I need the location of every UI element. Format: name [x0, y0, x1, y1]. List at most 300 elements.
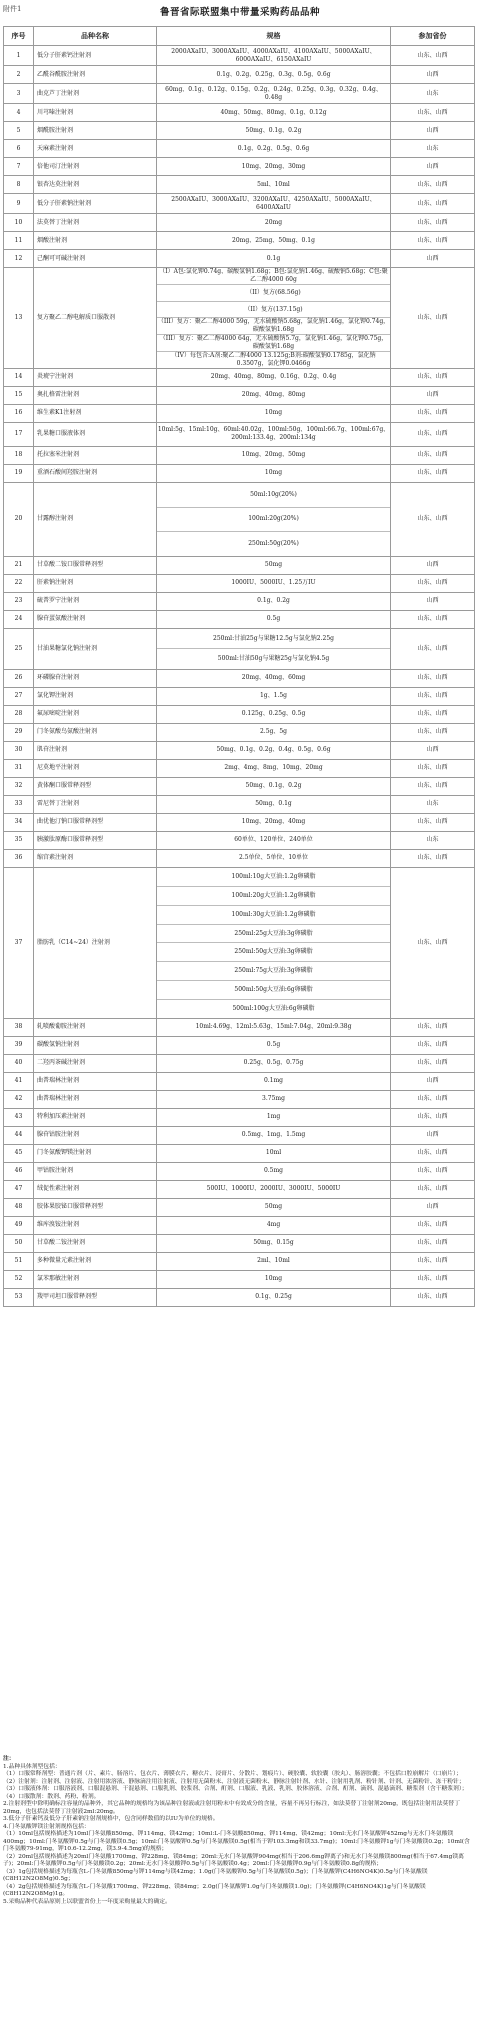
province: 山西: [391, 122, 475, 140]
table-row: [4, 104, 475, 122]
header-row: [0, 0, 480, 26]
drug-spec: [157, 687, 391, 705]
row-number: 46: [4, 1162, 34, 1180]
row-number: 15: [4, 386, 34, 404]
row-number: 41: [4, 1072, 34, 1090]
table-row: [4, 592, 475, 610]
table-row: [4, 386, 475, 404]
table-row: [4, 1054, 475, 1072]
province: 山东、山西: [391, 1252, 475, 1270]
drug-spec: [157, 158, 391, 176]
drug-name: 倍他司汀注射剂: [34, 158, 157, 176]
drug-spec: [157, 268, 391, 369]
note-line: （3）1g包括规格描述为每瓶含L-门冬氨酸850mg与钾114mg与镁42mg；1.0g(门冬氨酸钾0.5g与门冬氨酸镁0.5g)；门冬氨酸钾(C4H6NO4K)0.5g与门冬氨酸镁(C8H12N2O8Mg)0.5g；: [3, 1868, 428, 1882]
row-number: 21: [4, 556, 34, 574]
drug-spec: [157, 1018, 391, 1036]
drug-spec: [157, 1234, 391, 1252]
row-number: 45: [4, 1144, 34, 1162]
drug-spec: [157, 592, 391, 610]
province: 山东、山西: [391, 1090, 475, 1108]
note-line: （4）口服散剂：散剂、药粉、粉剂。: [3, 1793, 100, 1800]
drug-spec: [157, 795, 391, 813]
drug-spec: [157, 446, 391, 464]
row-number: 27: [4, 687, 34, 705]
spec-line: （III）复方：聚乙二醇4000 64g，无水硫酸钠5.7g，氯化钠1.46g，氯化钾0.75g，碳酸氢钠1.68g: [157, 334, 390, 351]
table-row: [4, 464, 475, 482]
drug-name: 肝素钠注射剂: [34, 574, 157, 592]
province: 山东、山西: [391, 628, 475, 669]
note-line: 4.门冬氨酸钾镁注射剂规格包括：: [3, 1823, 90, 1830]
province: 山西: [391, 158, 475, 176]
drug-name: 绒促性素注射剂: [34, 1180, 157, 1198]
drug-name: 脂肪乳（C14~24）注射剂: [34, 867, 157, 1018]
spec-line: 500ml:50g大豆油:6g卵磷脂: [157, 980, 390, 999]
drug-spec: [157, 1108, 391, 1126]
drug-spec: [157, 104, 391, 122]
province: 山东: [391, 831, 475, 849]
row-number: 44: [4, 1126, 34, 1144]
table-row: [4, 610, 475, 628]
table-row: [4, 122, 475, 140]
spec-line: 2.5g、5g: [259, 728, 288, 736]
province: 山东、山西: [391, 723, 475, 741]
drug-name: 曲优他汀钠口服常释剂型: [34, 813, 157, 831]
row-number: 30: [4, 741, 34, 759]
table-row: [4, 705, 475, 723]
province: 山东: [391, 84, 475, 104]
drug-spec: [157, 1072, 391, 1090]
spec-line: 10ml:5g、15ml:10g、60ml:40.02g、100ml:50g、100ml:66.7g、100ml:67g、200ml:133.4g、200ml:134g: [157, 426, 390, 442]
drug-name: 维库溴铵注射剂: [34, 1216, 157, 1234]
note-line: （4）2g包括规格描述为每瓶含L-门冬氨酸1700mg、钾228mg、镁84mg；2.0g(门冬氨酸钾1.0g与门冬氨酸镁1.0g)；门冬氨酸钾(C4H6NO4K)1g与门冬氨酸镁(C8H12N2O8Mg)1g。: [3, 1883, 426, 1897]
table-row: [4, 1036, 475, 1054]
row-number: 52: [4, 1270, 34, 1288]
drug-spec: [157, 777, 391, 795]
table-row: [4, 1270, 475, 1288]
drug-spec: [157, 214, 391, 232]
row-number: 29: [4, 723, 34, 741]
spec-line: 10mg、20mg、30mg: [241, 162, 306, 170]
table-row: [4, 404, 475, 422]
spec-line: 10mg、20mg、50mg: [241, 451, 306, 459]
province: 山东、山西: [391, 268, 475, 369]
row-number: 28: [4, 705, 34, 723]
spec-line: 250ml:25g大豆油:3g卵磷脂: [157, 924, 390, 943]
drug-name: 乳果糖口服液体剂: [34, 422, 157, 446]
drug-name: 曲克芦丁注射剂: [34, 84, 157, 104]
province: 山东、山西: [391, 1270, 475, 1288]
province: 山东、山西: [391, 104, 475, 122]
spec-line: 2.5单位、5单位、10单位: [239, 854, 308, 862]
drug-spec: [157, 1090, 391, 1108]
province: 山西: [391, 386, 475, 404]
spec-line: 500ml:100g大豆油:6g卵磷脂: [157, 999, 390, 1018]
table-row: [4, 723, 475, 741]
province: 山东、山西: [391, 404, 475, 422]
note-line: （2）注射剂：注射剂、注射液、注射用浓溶液、静脉滴注用注射液、注射用无菌粉末、注射液无菌粉末、静脉注射针剂、水针、注射用乳剂、粉针剂、针剂、无菌粉针、冻干粉针；: [3, 1778, 465, 1785]
spec-line: 50mg: [264, 561, 283, 569]
note-line: （2）20ml包括规格描述为20ml门冬氨酸1700mg、钾228mg、镁84mg；20ml:无水门冬氨酸钾904mg(相当于206.6mg钾离子)和无水门冬氨酸镁800mg(相当于67.4mg镁离子)；20ml:门冬氨酸钾0.5g与门冬氨酸镁0.2g；20ml:无水门冬氨酸钾0.5g与门冬氨酸镁0.4g；20ml:门冬氨酸钾0.9g与门冬氨酸镁0.8g的规格；: [3, 1853, 464, 1867]
table-row: [4, 66, 475, 84]
row-number: 2: [4, 66, 34, 84]
spec-line: 50mg、0.1g、0.2g: [245, 782, 302, 790]
province: 山东、山西: [391, 214, 475, 232]
spec-line: （II）复方(68.56g): [157, 284, 390, 301]
table-row: [4, 1180, 475, 1198]
spec-line: 1g、1.5g: [259, 692, 288, 700]
drug-name: 腺苷蛋氨酸注射剂: [34, 610, 157, 628]
drug-name: 甘草酸二铵口服常释剂型: [34, 556, 157, 574]
drug-spec: [157, 574, 391, 592]
note-line: 3.低分子肝素钙及低分子肝素钠注射剂规格中，包含同样数值的以IU为单位的规格。: [3, 1816, 219, 1822]
row-number: 9: [4, 194, 34, 214]
table-row: [4, 831, 475, 849]
province: 山东、山西: [391, 1288, 475, 1306]
spec-line: 500ml:甘油50g与果糖25g与氯化钠4.5g: [157, 648, 390, 669]
province: 山东、山西: [391, 777, 475, 795]
drug-spec: [157, 1144, 391, 1162]
row-number: 4: [4, 104, 34, 122]
spec-line: 10mg: [264, 409, 283, 417]
table-row: [4, 813, 475, 831]
drug-name: 环磷腺苷注射剂: [34, 669, 157, 687]
drug-name: 多种微量元素注射剂: [34, 1252, 157, 1270]
spec-line: 50mg: [264, 1203, 283, 1211]
province: 山东: [391, 140, 475, 158]
spec-line: 20mg、25mg、50mg、0.1g: [232, 236, 315, 244]
drug-name: 甘草酸二铵注射剂: [34, 1234, 157, 1252]
province: 山东、山西: [391, 464, 475, 482]
row-number: 34: [4, 813, 34, 831]
table-row: [4, 795, 475, 813]
row-number: 17: [4, 422, 34, 446]
spec-line: 250ml:甘油25g与果糖12.5g与氯化钠2.25g: [213, 634, 334, 642]
table-body: [4, 46, 475, 1307]
spec-line: 100ml:10g大豆油:1.2g卵磷脂: [231, 872, 316, 880]
table-row: [4, 140, 475, 158]
row-number: 24: [4, 610, 34, 628]
province: 山东、山西: [391, 867, 475, 1018]
drug-name: 二羟丙茶碱注射剂: [34, 1054, 157, 1072]
drug-spec: [157, 1252, 391, 1270]
spec-line: （II）复方(137.15g): [157, 301, 390, 318]
drug-spec: [157, 669, 391, 687]
drug-spec: [157, 84, 391, 104]
province: 山东、山西: [391, 1108, 475, 1126]
drug-spec: [157, 741, 391, 759]
drug-name: 甘露醇注射剂: [34, 482, 157, 556]
spec-line: 0.1g、0.2g: [257, 597, 290, 605]
spec-line: 20mg、40mg、80mg、0.16g、0.2g、0.4g: [210, 373, 337, 381]
drug-name: 门冬氨酸鸟氨酸注射剂: [34, 723, 157, 741]
drug-spec: [157, 368, 391, 386]
drug-spec: [157, 610, 391, 628]
table-row: [4, 214, 475, 232]
province: 山西: [391, 1072, 475, 1090]
table-row: [4, 194, 475, 214]
drug-spec: [157, 194, 391, 214]
table-row: [4, 422, 475, 446]
table-row: [4, 176, 475, 194]
row-number: 16: [4, 404, 34, 422]
row-number: 14: [4, 368, 34, 386]
page-title: 鲁晋省际联盟集中带量采购药品品种: [159, 7, 320, 18]
province: 山西: [391, 1126, 475, 1144]
province: 山东、山西: [391, 368, 475, 386]
spec-line: 500IU、1000IU、2000IU、3000IU、5000IU: [206, 1185, 341, 1193]
province: 山东、山西: [391, 759, 475, 777]
row-number: 25: [4, 628, 34, 669]
drug-spec: [157, 250, 391, 268]
table-row: [4, 232, 475, 250]
spec-line: 250ml:50g(20%): [157, 531, 390, 556]
table-row: [4, 687, 475, 705]
spec-line: 50mg、0.15g: [253, 1239, 294, 1247]
row-number: 47: [4, 1180, 34, 1198]
table-row: [4, 1198, 475, 1216]
spec-line: 60单位、120单位、240单位: [234, 836, 313, 844]
spec-line: （IV）每包含:A剂:聚乙二醇4000 13.125g;B剂:碳酸氢钠0.1785g，氯化钠0.3507g，氯化钾0.0466g: [157, 351, 390, 368]
table-row: [4, 1090, 475, 1108]
row-number: 43: [4, 1108, 34, 1126]
drug-spec: [157, 1270, 391, 1288]
drug-name: 烟酰胺注射剂: [34, 122, 157, 140]
province: 山东、山西: [391, 176, 475, 194]
row-number: 50: [4, 1234, 34, 1252]
drug-table: [3, 26, 475, 1307]
row-number: 26: [4, 669, 34, 687]
row-number: 40: [4, 1054, 34, 1072]
spec-line: 60mg、0.1g、0.12g、0.15g、0.2g、0.24g、0.25g、0.3g、0.32g、0.4g、0.48g: [165, 85, 382, 101]
table-row: [4, 446, 475, 464]
drug-name: 雷尼替丁注射剂: [34, 795, 157, 813]
province: 山东、山西: [391, 232, 475, 250]
row-number: 7: [4, 158, 34, 176]
spec-line: 100ml:20g(20%): [157, 507, 390, 532]
drug-spec: [157, 1216, 391, 1234]
drug-spec: [157, 464, 391, 482]
province: 山西: [391, 556, 475, 574]
province: 山东、山西: [391, 574, 475, 592]
row-number: 12: [4, 250, 34, 268]
drug-name: 门冬氨酸钾镁注射剂: [34, 1144, 157, 1162]
province: 山东、山西: [391, 610, 475, 628]
table-row: [4, 849, 475, 867]
spec-line: 0.5g: [266, 1041, 281, 1049]
table-row: [4, 1234, 475, 1252]
table-row: [4, 1072, 475, 1090]
drug-spec: [157, 556, 391, 574]
table-row: [4, 1288, 475, 1306]
note-line: 1.品种具体剂型包括：: [3, 1763, 61, 1770]
spec-line: （I）A包:氯化钾0.74g、碳酸氢钠1.68g；B包:氯化钠1.46g、硫酸钠5.68g；C包:聚乙二醇4000 60g: [159, 267, 388, 283]
drug-spec: [157, 723, 391, 741]
spec-line: 250ml:75g大豆油:3g卵磷脂: [157, 961, 390, 980]
province: 山东、山西: [391, 813, 475, 831]
drug-spec: [157, 386, 391, 404]
province: 山东、山西: [391, 1018, 475, 1036]
drug-spec: [157, 867, 391, 1018]
spec-line: 2500AXaIU、3000AXaIU、3200AXaIU、4250AXaIU、5000AXaIU、6400AXaIU: [171, 195, 376, 211]
drug-name: 氯化钾注射剂: [34, 687, 157, 705]
drug-name: 腺苷钴胺注射剂: [34, 1126, 157, 1144]
row-number: 39: [4, 1036, 34, 1054]
table-row: [4, 268, 475, 369]
drug-name: 维生素K1注射剂: [34, 404, 157, 422]
province: 山东、山西: [391, 1180, 475, 1198]
drug-spec: [157, 705, 391, 723]
province: 山西: [391, 250, 475, 268]
spec-line: 10mg、20mg、40mg: [241, 818, 306, 826]
drug-name: 重酒石酸间羟胺注射剂: [34, 464, 157, 482]
spec-line: 10mg: [264, 469, 283, 477]
row-number: 35: [4, 831, 34, 849]
row-number: 10: [4, 214, 34, 232]
table-row: [4, 741, 475, 759]
row-number: 13: [4, 268, 34, 369]
drug-name: 奥扎格雷注射剂: [34, 386, 157, 404]
row-number: 53: [4, 1288, 34, 1306]
row-number: 38: [4, 1018, 34, 1036]
header-province: 参加省份: [391, 27, 475, 46]
drug-spec: [157, 1054, 391, 1072]
drug-name: 肌苷注射剂: [34, 741, 157, 759]
row-number: 23: [4, 592, 34, 610]
province: 山东、山西: [391, 422, 475, 446]
row-number: 8: [4, 176, 34, 194]
row-number: 11: [4, 232, 34, 250]
province: 山西: [391, 1198, 475, 1216]
spec-line: 2ml、10ml: [257, 1257, 290, 1265]
spec-line: 50mg、0.1g、0.2g: [245, 126, 302, 134]
drug-name: 己酮可可碱注射剂: [34, 250, 157, 268]
drug-spec: [157, 46, 391, 66]
drug-name: 法莫替丁注射剂: [34, 214, 157, 232]
spec-line: 0.125g、0.25g、0.5g: [241, 710, 306, 718]
drug-spec: [157, 628, 391, 669]
row-number: 18: [4, 446, 34, 464]
notes-section: [3, 1756, 471, 1906]
drug-name: 乙酰谷酰胺注射剂: [34, 66, 157, 84]
row-number: 31: [4, 759, 34, 777]
province: 山东、山西: [391, 705, 475, 723]
province: 山西: [391, 66, 475, 84]
drug-name: 低分子肝素钙注射剂: [34, 46, 157, 66]
drug-name: 甘油果糖氯化钠注射剂: [34, 628, 157, 669]
drug-spec: [157, 813, 391, 831]
drug-name: 烟酸注射剂: [34, 232, 157, 250]
province: 山东、山西: [391, 446, 475, 464]
spec-line: 0.1g、0.25g: [255, 1293, 292, 1301]
note-line: 5.采购品种代表品原则上以联盟省份上一年度采购量最大的确定。: [3, 1898, 171, 1905]
province: 山东、山西: [391, 46, 475, 66]
row-number: 48: [4, 1198, 34, 1216]
drug-name: 尼莫地平注射剂: [34, 759, 157, 777]
drug-name: 缩宫素注射剂: [34, 849, 157, 867]
spec-line: 2mg、4mg、8mg、10mg、20mg: [224, 764, 323, 772]
table-row: [4, 669, 475, 687]
drug-name: 胶体果胶铋口服常释剂型: [34, 1198, 157, 1216]
drug-spec: [157, 232, 391, 250]
drug-name: 轧喷酸葡胺注射剂: [34, 1018, 157, 1036]
table-row: [4, 1162, 475, 1180]
drug-spec: [157, 1198, 391, 1216]
row-number: 1: [4, 46, 34, 66]
spec-line: 250ml:50g大豆油:3g卵磷脂: [157, 942, 390, 961]
note-line: （1）口服常释剂型：普通片剂（片、素片、肠溶片、包衣片、薄膜衣片、糖衣片、浸膏片、分散片、划痕片）、硬胶囊、软胶囊（胶丸）、肠溶胶囊；不包括口腔崩解片（口崩片）；: [3, 1771, 462, 1777]
table-row: [4, 777, 475, 795]
drug-name: 胰激肽原酶口服常释剂型: [34, 831, 157, 849]
attachment-label: 附件1: [3, 5, 22, 13]
note-line: 2.注射剂型中除明确标注容量的品种外，其它品种的规格均为该品种注射液或注射用粉末中有效成分的含量，容量不再另行标注，如法莫替丁注射剂20mg，既包括注射用法莫替丁20mg，也包括法莫替丁注射液2ml:20mg。: [3, 1801, 460, 1815]
drug-name: 低分子肝素钠注射剂: [34, 194, 157, 214]
table-row: [4, 250, 475, 268]
table-row: [4, 628, 475, 669]
table-row: [4, 1216, 475, 1234]
table-row: [4, 867, 475, 1018]
row-number: 37: [4, 867, 34, 1018]
drug-name: 复方聚乙二醇电解质口服散剂: [34, 268, 157, 369]
note-line: 注：: [3, 1756, 15, 1762]
spec-line: 10ml:4.69g、12ml:5.63g、15ml:7.04g、20ml:9.38g: [195, 1023, 352, 1031]
spec-line: 0.1g: [266, 254, 281, 262]
table-row: [4, 84, 475, 104]
spec-line: 10mg: [264, 1275, 283, 1283]
table-row: [4, 482, 475, 556]
province: 山东、山西: [391, 1054, 475, 1072]
spec-line: （III）复方：聚乙二醇4000 59g，无水硫酸钠5.68g，氯化钠1.46g，氯化钾0.74g，碳酸氢钠1.68g: [157, 318, 390, 334]
spec-line: 100ml:20g大豆油:1.2g卵磷脂: [157, 886, 390, 905]
table-row: [4, 1252, 475, 1270]
drug-name: 甲钴胺注射剂: [34, 1162, 157, 1180]
row-number: 3: [4, 84, 34, 104]
row-number: 32: [4, 777, 34, 795]
row-number: 19: [4, 464, 34, 482]
table-row: [4, 556, 475, 574]
spec-line: 5ml、10ml: [257, 180, 290, 188]
drug-name: 曲普瑞林注射剂: [34, 1090, 157, 1108]
spec-line: 1mg: [266, 1113, 281, 1121]
drug-spec: [157, 404, 391, 422]
spec-line: 100ml:30g大豆油:1.2g卵磷脂: [157, 905, 390, 924]
spec-line: 4mg: [266, 1221, 281, 1229]
province: 山东: [391, 795, 475, 813]
row-number: 51: [4, 1252, 34, 1270]
drug-name: 羧甲司坦口服常释剂型: [34, 1288, 157, 1306]
table-row: [4, 1108, 475, 1126]
spec-line: 50mg、0.1g、0.2g、0.4g、0.5g、0.6g: [216, 746, 331, 754]
province: 山东、山西: [391, 687, 475, 705]
drug-spec: [157, 1162, 391, 1180]
drug-name: 川芎嗪注射剂: [34, 104, 157, 122]
drug-name: 特利加压素注射剂: [34, 1108, 157, 1126]
spec-line: 0.25g、0.5g、0.75g: [243, 1059, 304, 1067]
drug-name: 天麻素注射剂: [34, 140, 157, 158]
province: 山东、山西: [391, 1144, 475, 1162]
drug-name: 碳酸氢钠注射剂: [34, 1036, 157, 1054]
province: 山东、山西: [391, 194, 475, 214]
drug-spec: [157, 422, 391, 446]
province: 山西: [391, 741, 475, 759]
spec-line: 40mg、50mg、80mg、0.1g、0.12g: [220, 108, 327, 116]
spec-line: 50mg、0.1g: [255, 800, 292, 808]
province: 山东、山西: [391, 1216, 475, 1234]
province: 山东、山西: [391, 1234, 475, 1252]
drug-spec: [157, 176, 391, 194]
drug-spec: [157, 1126, 391, 1144]
table-row: [4, 46, 475, 66]
spec-line: 50ml:10g(20%): [250, 490, 297, 498]
